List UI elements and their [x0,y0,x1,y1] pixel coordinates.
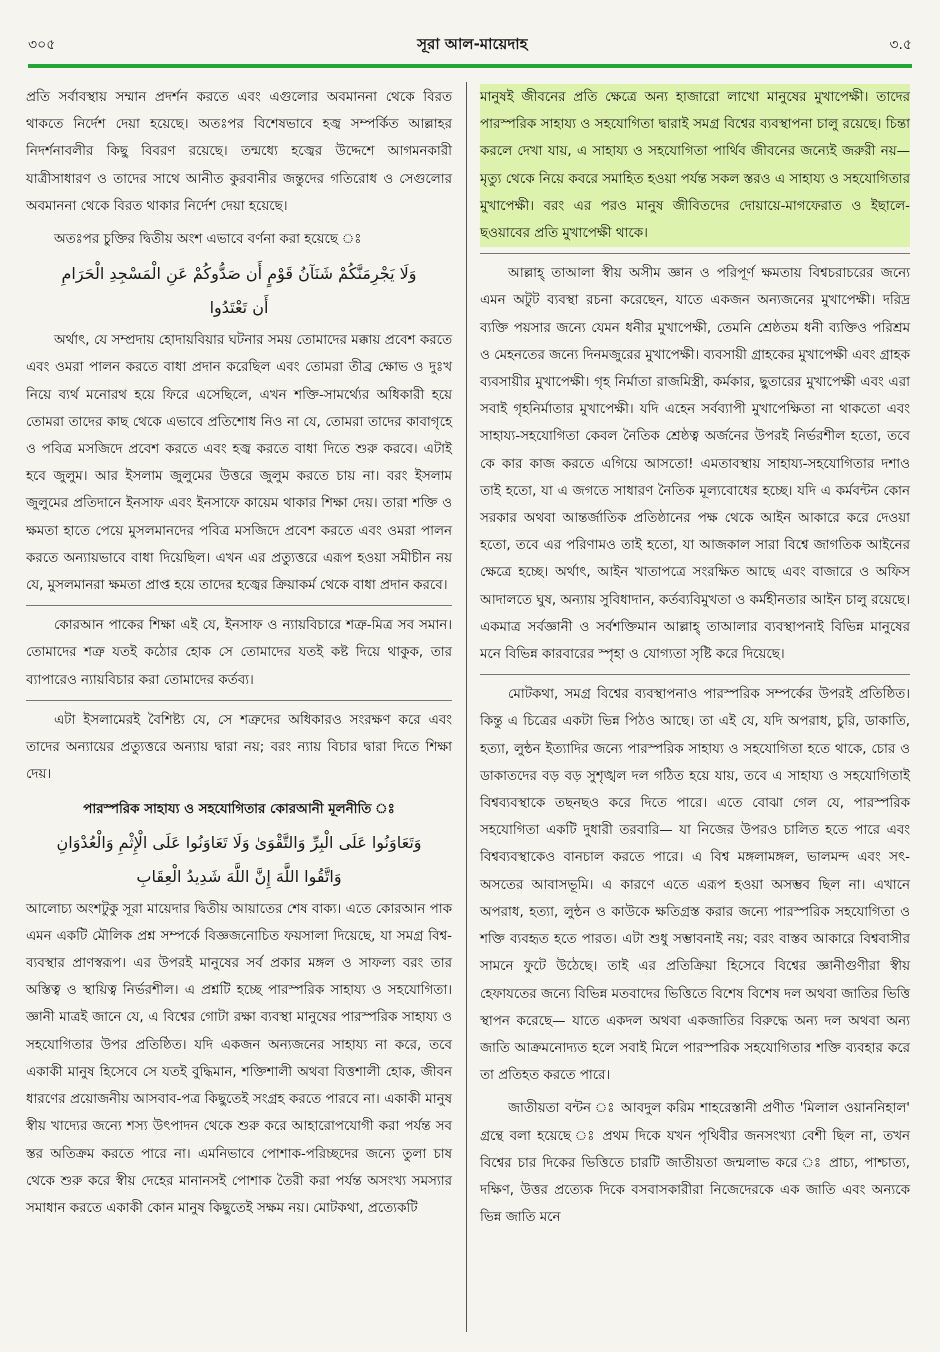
divider-line [480,253,910,254]
page-title: সূরা আল-মায়েদাহ [417,34,528,53]
arabic-verse: وَاتَّقُوا اللَّهَ إِنَّ اللَّهَ شَدِيدُ الْعِقَابِ [136,866,342,886]
paragraph: মোটকথা, সমগ্র বিশ্বের ব্যবস্থাপনাও পারস্পরিক সম্পর্কের উপরই প্রতিষ্ঠিত। কিন্তু এ চিত্রের একটা ভিন্ন পিঠও আছে। তা এই যে, যদি অপরাধ, চুরি, ডাকাতি, হত্যা, লুন্ঠন ইত্যাদির জন্যে পারস্পরিক সাহায্য ও সহযোগিতা হতে থাকে, চোর ও ডাকাতদের বড় বড় সুশৃঙ্খল দল গঠিত হয়ে যায়, তবে এ সাহায্য ও সহযোগিতাই বিশ্বব্যবস্থাকে তছনছও করে দিতে পারে। এতে বোঝা গেল যে, পারস্পরিক সহযোগিতা একটি দুধারী তরবারি— যা নিজের উপরও চালিত হতে পারে এবং বিশ্বব্যবস্থাকেও বানচাল করতে পারে। এ বিশ্ব মঙ্গলামঙ্গল, ভালমন্দ এবং সৎ-অসতের আবাসভূমি। এ কারণে এতে এরূপ হওয়া অসম্ভব ছিল না। এখানে অপরাধ, হত্যা, লুন্ঠন ও কাউকে ক্ষতিগ্রস্ত করার জন্যে পারস্পরিক সহযোগিতা ও শক্তি ব্যবহৃত হতে পারত। এটা শুধু সম্ভাবনাই নয়; বরং বাস্তব আকারে বিশ্ববাসীর সামনে ফুটে উঠেছে। তাই এর প্রতিক্রিয়া হিসেবে বিশ্বের জ্ঞানীগুণীরা স্বীয় হেফাযতের জন্যে বিভিন্ন মতবাদের ভিত্তিতে বিশেষ বিশেষ দল অথবা জাতির ভিত্তি স্থাপন করেছে— যাতে একদল অথবা একজাতির বিরুদ্ধে অন্য দল অথবা অন্য জাতি আক্রমনোদ্যত হলে সবাই মিলে পারস্পরিক সহযোগিতার শক্তি ব্যবহার করে তা প্রতিহত করতে পারে। [480,687,910,1084]
page-header [28,30,912,60]
paragraph: এটা ইসলামেরই বৈশিষ্ট্য যে, সে শত্রুদের অধিকারও সংরক্ষণ করে এবং তাদের অন্যায়ের প্রত্যুত্তরে অন্যায় দ্বারা নয়; বরং ন্যায় বিচার দ্বারা দিতে শিক্ষা দেয়। [26,712,452,783]
right-column [480,84,910,1237]
arabic-verse: وَتَعَاوَنُوا عَلَى الْبِرِّ وَالتَّقْوَىٰ وَلَا تَعَاوَنُوا عَلَى الْإِثْمِ وَالْعُدْوَانِ [56,832,422,852]
paragraph: কোরআন পাকের শিক্ষা এই যে, ইনসাফ ও ন্যায়বিচারে শত্রু-মিত্র সব সমান। তোমাদের শত্রু যতই কঠোর হোক সে তোমাদের যতই কষ্ট দিয়ে থাকুক, তার ব্যাপারেও ন্যায়বিচার করা তোমাদের কর্তব্য। [26,618,452,688]
paragraph: প্রতি সর্বাবস্থায় সম্মান প্রদর্শন করতে এবং এগুলোর অবমাননা থেকে বিরত থাকতে নির্দেশ দেয়া হয়েছে। অতঃপর বিশেষভাবে হজ্ব সম্পর্কিত আল্লাহর নিদর্শনাবলীর কিছু বিবরণ রয়েছে। তন্মধ্যে হজ্বের উদ্দেশে আগমনকারী যাত্রীসাধারণ ও তাদের সাথে আনীত কুরবানীর জন্তুদের গতিরোধ ও সেগুলোর অবমাননা থেকে বিরত থাকার নির্দেশ দেয়া হয়েছে। [26,90,452,214]
paragraph: মানুষই জীবনের প্রতি ক্ষেত্রে অন্য হাজারো লাখো মানুষের মুখাপেক্ষী। তাদের পারস্পরিক সাহায্য ও সহযোগিতা দ্বারাই সমগ্র বিশ্বের ব্যবস্থাপনা চালু রয়েছে। চিন্তা করলে দেখা যায়, এ সাহায্য ও সহযোগিতা পার্থিব জীবনের জন্যেই জরুরী নয়— মৃত্যু থেকে নিয়ে কবরে সমাহিত হওয়া পর্যন্ত সকল স্তরও এ সাহায্য ও সহযোগিতার মুখাপেক্ষী। বরং এর পরও মানুষ জীবিতদের দোয়ায়ে-মাগফেরাত ও ইছালে-ছওয়াবের প্রতি মুখাপেক্ষী থাকে। [480,84,910,247]
page-number-right: ৩.৫ [889,37,912,53]
paragraph: আলোচ্য অংশটুকু সূরা মায়েদার দ্বিতীয় আয়াতের শেষ বাক্য। এতে কোরআন পাক এমন একটি মৌলিক প্রশ্ন সম্পর্কে বিজ্ঞজনোচিত ফয়সালা দিয়েছে, যা সমগ্র বিশ্ব-ব্যবস্থার প্রাণস্বরূপ। এর উপরই মানুষের সর্ব প্রকার মঙ্গল ও সাফল্য বরং তার অস্তিত্ব ও স্থায়িত্ব নির্ভরশীল। এ প্রশ্নটি হচ্ছে পারস্পরিক সাহায্য ও সহযোগিতা। জ্ঞানী মাত্রই জানে যে, এ বিশ্বের গোটা রক্ষা ব্যবস্থা মানুষের পারস্পরিক সাহায্য ও সহযোগিতার উপর প্রতিষ্ঠিত। যদি একজন অন্যজনের সাহায্য না করে, তবে একাকী মানুষ হিসেবে সে যতই বুদ্ধিমান, শক্তিশালী অথবা বিত্তশালী হোক, জীবন ধারণের প্রয়োজনীয় আসবাব-পত্র কিছুতেই সংগ্রহ করতে পারবে না। একাকী মানুষ স্বীয় খাদ্যের জন্যে শস্য উৎপাদন থেকে শুরু করে আহারোপযোগী করা পর্যন্ত সব স্তর অতিক্রম করতে পারে না। এমনিভাবে পোশাক-পরিচ্ছদের জন্যে তুলা চাষ থেকে শুরু করে স্বীয় দেহের মানানসই পোশাক তৈরী করা পর্যন্ত অসংখ্য সমস্যার সমাধান করতে একাকী কোন মানুষ কিছুতেই সক্ষম নয়। মোটকথা, প্রত্যেকটি [26,901,452,1216]
arabic-verse: وَلَا يَجْرِمَنَّكُمْ شَنَآنُ قَوْمٍ أَن صَدُّوكُمْ عَنِ الْمَسْجِدِ الْحَرَامِ [61,264,417,284]
divider-line [26,700,452,701]
paragraph: আল্লাহ্ তাআলা স্বীয় অসীম জ্ঞান ও পরিপূর্ণ ক্ষমতায় বিশ্বচরাচরের জন্যে এমন অটুট ব্যবস্থা রচনা করেছেন, যাতে একজন অন্যজনের মুখাপেক্ষী। দরিদ্র ব্যক্তি পয়সার জন্যে যেমন ধনীর মুখাপেক্ষী, তেমনি শ্রেষ্ঠতম ধনী ব্যক্তিও পরিশ্রম ও মেহনতের জন্যে দিনমজুরের মুখাপেক্ষী। ব্যবসায়ী গ্রাহকের মুখাপেক্ষী এবং গ্রাহক ব্যবসায়ীর মুখাপেক্ষী। গৃহ নির্মাতা রাজমিস্ত্রী, কর্মকার, ছুতারের মুখাপেক্ষী এবং এরা সবাই গৃহনির্মাতার মুখাপেক্ষী। যদি এহেন সর্বব্যাপী মুখাপেক্ষিতা না থাকতো এবং সাহায্য-সহযোগিতা কেবল নৈতিক শ্রেষ্ঠত্ব অর্জনের উপরই নির্ভরশীল হতো, তবে কে কার কাজ করতে এগিয়ে আসতো! এমতাবস্থায় সাহায্য-সহযোগিতার দশাও তাই হতো, যা এ জগতে সাধারণ নৈতিক মূল্যবোধের হচ্ছে। যদি এ কর্মবন্টন কোন সরকার অথবা আন্তর্জাতিক প্রতিষ্ঠানের পক্ষ থেকে আইন আকারে করে দেওয়া হতো, তবে এর পরিণামও তাই হতো, যা আজকাল সারা বিশ্বে জাগতিক আইনের ক্ষেত্রে হচ্ছে। অর্থাৎ, আইন খাতাপত্রে সংরক্ষিত আছে এবং বাজারে ও অফিস আদালতে ঘুষ, অন্যায় সুবিধাদান, কর্তব্যবিমুখতা ও কর্মহীনতার আইন চালু রয়েছে। একমাত্র সর্বজ্ঞানী ও সর্বশক্তিমান আল্লাহ্ তাআলার ব্যবস্থাপনাই বিভিন্ন মানুষের মনে বিভিন্ন কারবারের স্পৃহা ও যোগ্যতা সৃষ্টি করে দিয়েছে। [480,266,910,663]
column-divider [466,82,467,1332]
divider-line [480,674,910,675]
paragraph: অর্থাৎ, যে সম্প্রদায় হোদায়বিয়ার ঘটনার সময় তোমাদের মক্কায় প্রবেশ করতে এবং ওমরা পালন করতে বাধা প্রদান করেছিল এবং তোমরা তীব্র ক্ষোভ ও দুঃখ নিয়ে ব্যর্থ মনোরথ হয়ে ফিরে এসেছিলে, এখন শক্তি-সামর্থ্যের অধিকারী হয়ে তোমরা তাদের কাছ থেকে এভাবে প্রতিশোধ নিও না যে, তোমরা তাদের কাবাগৃহে ও পবিত্র মসজিদে প্রবেশ করতে এবং হজ্ব করতে বাধা দিতে শুরু করবে। এটাই হবে জুলুম। আর ইসলাম জুলুমের উত্তরে জুলুম করতে চায় না। বরং ইসলাম জুলুমের প্রতিদানে ইনসাফ এবং ইনসাফে কায়েম থাকার শিক্ষা দেয়। তারা শক্তি ও ক্ষমতা হাতে পেয়ে মুসলমানদের পবিত্র মসজিদে প্রবেশ করতে এবং ওমরা পালন করতে অন্যায়ভাবে বাধা দিয়েছিল। এখন এর প্রত্যুত্তরে এরূপ হওয়া সমীচীন নয় যে, মুসলমানরা ক্ষমতা প্রাপ্ত হয়ে তাদের হজ্বের ক্রিয়াকর্ম থেকে বাধা প্রদান করবে। [26,333,452,594]
page-number-left: ৩০৫ [28,37,56,53]
header-rule [28,64,912,68]
paragraph: জাতীয়তা বন্টন ঃ আবদুল করিম শাহরেস্তানী প্রণীত 'মিলাল ওয়াননিহাল' গ্রন্থে বলা হয়েছে ঃ প্রথম দিকে যখন পৃথিবীর জনসংখ্যা বেশী ছিল না, তখন বিশ্বের চার দিকের ভিত্তিতে চারটি জাতীয়তা জন্মলাভ করে ঃ প্রাচ্য, পাশ্চাত্য, দক্ষিণ, উত্তর প্রত্যেক দিকে বসবাসকারীরা নিজেদেরকে এক জাতি এবং অন্যকে ভিন্ন জাতি মনে [480,1101,910,1226]
paragraph: অতঃপর চুক্তির দ্বিতীয় অংশ এভাবে বর্ণনা করা হয়েছে ঃ [54,232,362,248]
left-column [26,84,452,1228]
section-heading: পারস্পরিক সাহায্য ও সহযোগিতার কোরআনী মূলনীতি ঃ [83,802,395,818]
arabic-verse: أَن تَعْتَدُوا [209,298,269,318]
divider-line [26,605,452,606]
